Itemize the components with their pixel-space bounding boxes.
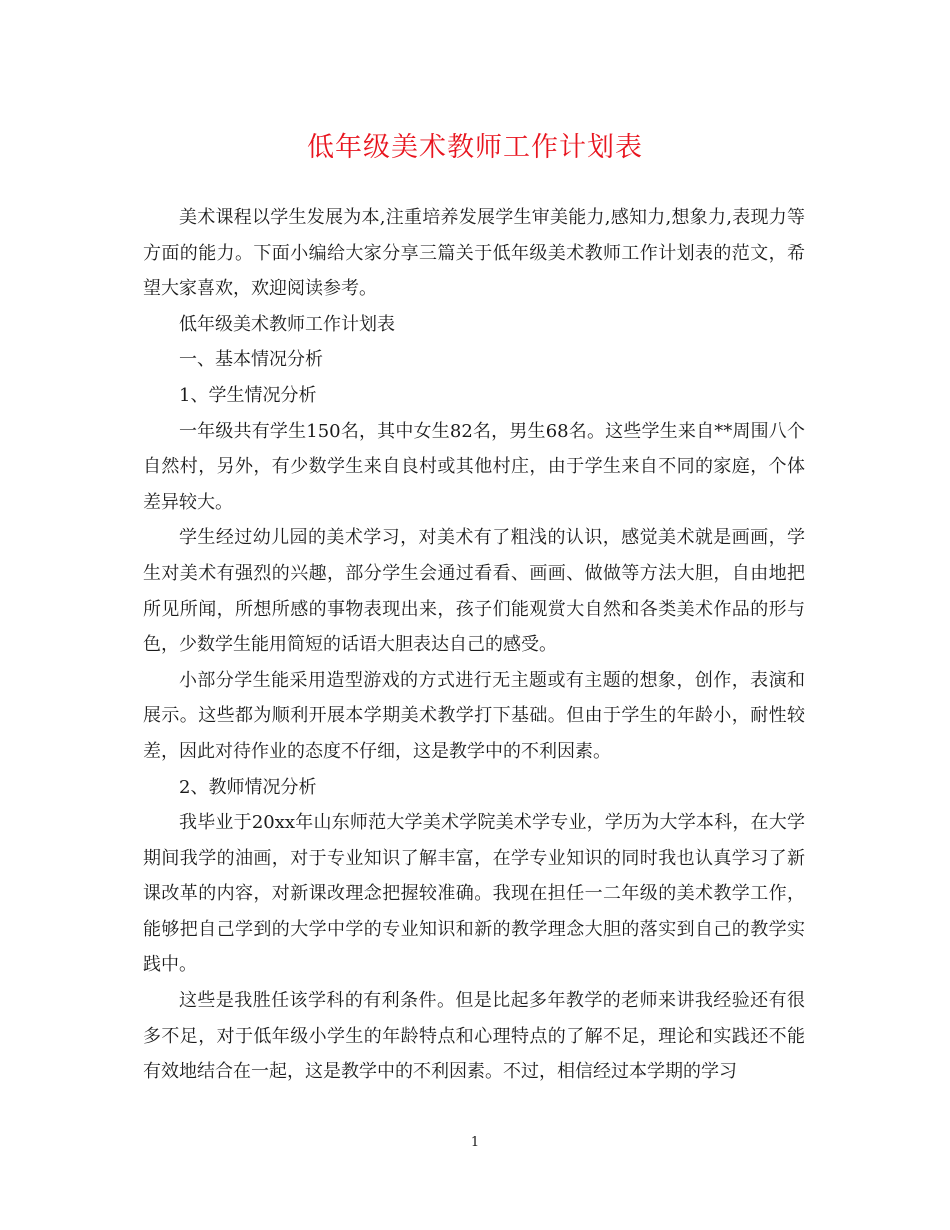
document-title: 低年级美术教师工作计划表 [307,132,643,163]
paragraph-teacher-background: 我毕业于20xx年山东师范大学美术学院美术学专业，学历为大学本科，在大学期间我学的油画，对于专业知识了解丰富，在学专业知识的同时我也认真学习了新课改革的内容，对新课改理念把握较准确。我现在担任一二年级的美术教学工作，能够把自己学到的大学中学的专业知识和新的教学理念大胆的落实到自己的教学实践中。 [143,812,805,976]
paragraph-student-background: 学生经过幼儿园的美术学习，对美术有了粗浅的认识，感觉美术就是画画，学生对美术有强烈的兴趣，部分学生会通过看看、画画、做做等方法大胆，自由地把所见所闻，所想所感的事物表现出来，孩子们能观赏大自然和各类美术作品的形与色，少数学生能用简短的话语大胆表达自己的感受。 [143,527,805,656]
paragraph-student-count: 一年级共有学生150名，其中女生82名，男生68名。这些学生来自**周围八个自然村，另外，有少数学生来自良村或其他村庄，由于学生来自不同的家庭，个体差异较大。 [143,420,805,513]
document-body [143,200,805,1090]
paragraph-intro: 美术课程以学生发展为本,注重培养发展学生审美能力,感知力,想象力,表现力等方面的能力。下面小编给大家分享三篇关于低年级美术教师工作计划表的范文，希望大家喜欢，欢迎阅读参考。 [143,207,805,300]
paragraph-subtitle: 低年级美术教师工作计划表 [179,313,395,335]
heading-student-analysis: 1、学生情况分析 [179,384,317,406]
heading-basic-analysis: 一、基本情况分析 [179,349,323,371]
heading-teacher-analysis: 2、教师情况分析 [179,776,317,798]
paragraph-student-ability: 小部分学生能采用造型游戏的方式进行无主题或有主题的想象，创作，表演和展示。这些都为顺利开展本学期美术教学打下基础。但由于学生的年龄小，耐性较差，因此对待作业的态度不仔细，这是教学中的不利因素。 [143,669,805,762]
paragraph-teacher-conditions: 这些是我胜任该学科的有利条件。但是比起多年教学的老师来讲我经验还有很多不足，对于低年级小学生的年龄特点和心理特点的了解不足，理论和实践还不能有效地结合在一起，这是教学中的不利因素。不过，相信经过本学期的学习 [143,990,805,1083]
page-number: 1 [470,1135,480,1150]
